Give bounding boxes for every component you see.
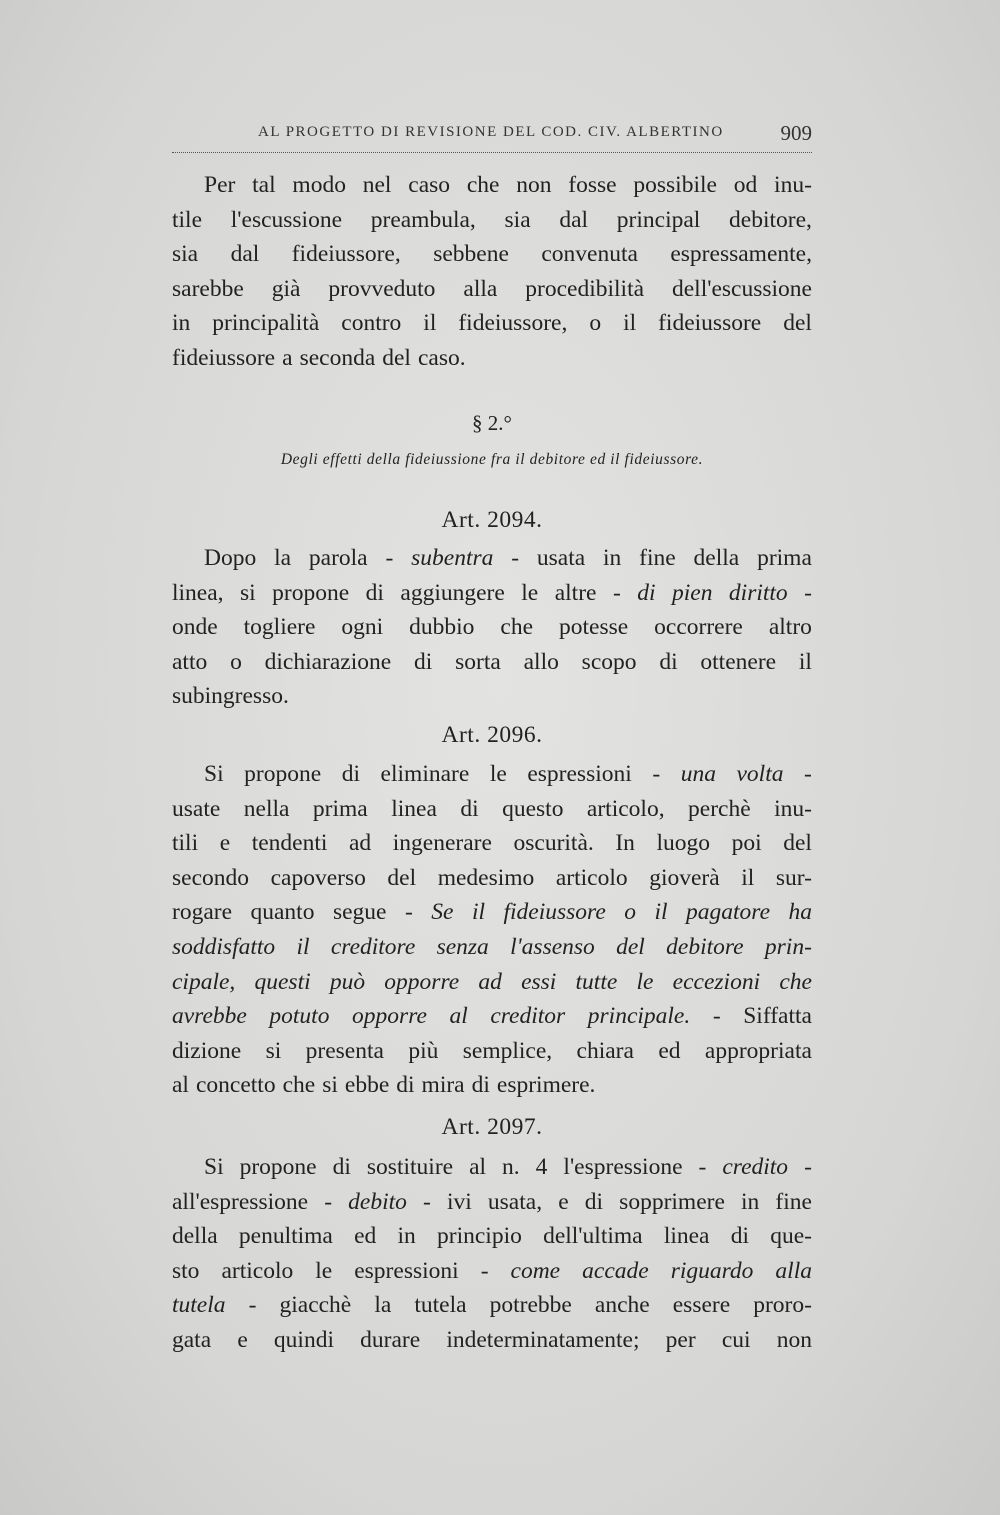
word: ed	[658, 1037, 681, 1064]
word: di	[637, 579, 656, 606]
word: cipale,	[172, 968, 236, 995]
word: quanto	[250, 899, 315, 926]
word: ed	[354, 1223, 377, 1250]
text-line	[172, 679, 812, 714]
word: giacchè	[279, 1292, 352, 1319]
word: il	[296, 933, 310, 960]
word: e	[237, 1326, 248, 1353]
word: dell'ultima	[543, 1223, 643, 1250]
word: nel	[362, 172, 392, 198]
word: od	[733, 172, 758, 198]
word: l'assenso	[510, 933, 595, 960]
word: provveduto	[328, 275, 436, 302]
word: luogo	[656, 830, 711, 857]
word: principal	[616, 206, 701, 233]
word: -	[652, 761, 661, 787]
word: l'escussione	[230, 206, 343, 233]
word: in	[603, 545, 622, 571]
word: seconda	[299, 344, 376, 371]
word: sorta	[455, 648, 501, 675]
word: che	[282, 1072, 316, 1099]
word: fosse	[568, 172, 617, 198]
article-2094-paragraph	[172, 541, 812, 714]
word: usata	[536, 545, 586, 571]
word: ingenerare	[392, 830, 492, 857]
word: occorrere	[654, 614, 743, 641]
intro-paragraph	[172, 168, 812, 376]
word: principalità	[212, 310, 320, 337]
word: espressamente,	[670, 241, 812, 268]
word: procedibilità	[525, 275, 645, 302]
word: al	[449, 1003, 468, 1030]
word: que-	[770, 1223, 812, 1250]
word: fideiussore	[172, 344, 276, 371]
word: dizione	[172, 1037, 242, 1064]
word: di	[414, 648, 433, 675]
text-line	[172, 999, 812, 1034]
word: in	[741, 1188, 760, 1215]
text-line	[172, 168, 812, 203]
word: il	[741, 864, 755, 891]
word: penultima	[238, 1223, 333, 1250]
word: di	[365, 579, 384, 606]
word: -	[324, 1188, 333, 1215]
text-line	[172, 1150, 812, 1185]
word: alla	[775, 1257, 812, 1284]
word: fideiussore,	[458, 310, 568, 337]
word: all'espressione	[172, 1188, 309, 1215]
word: a	[282, 344, 293, 371]
word: sia	[504, 206, 531, 233]
word: articolo	[221, 1257, 294, 1284]
word: tutela	[172, 1292, 226, 1319]
word: In	[615, 830, 635, 857]
text-line	[172, 237, 812, 272]
word: anche	[594, 1292, 650, 1319]
word: al	[469, 1154, 487, 1180]
word: di	[730, 1223, 749, 1250]
word: -	[804, 579, 812, 606]
word: la	[274, 545, 292, 571]
word: si	[322, 1072, 338, 1099]
word: potuto	[269, 1003, 330, 1030]
word: rogare	[172, 899, 233, 926]
word: Si	[204, 1154, 224, 1180]
word: sebbene	[433, 241, 509, 268]
word: ad	[349, 830, 372, 857]
word: del	[387, 864, 417, 891]
word: le	[315, 1257, 333, 1284]
word: preambula,	[370, 206, 476, 233]
word: perchè	[688, 795, 751, 822]
word: Dopo	[204, 545, 257, 571]
section-title: Degli effetti della fideiussione fra il debitore ed il fideiussore.	[280, 451, 704, 468]
word: -	[804, 761, 812, 787]
running-head	[172, 121, 812, 153]
word: che	[779, 968, 812, 995]
word: riguardo	[670, 1257, 754, 1284]
word: del	[783, 310, 812, 337]
word: può	[329, 968, 366, 995]
text-line	[172, 757, 812, 792]
text-line	[172, 541, 812, 576]
word: ad	[478, 968, 502, 995]
word: e	[558, 1188, 569, 1215]
word: concetto	[195, 1072, 276, 1099]
word: prima	[757, 545, 812, 571]
word: della	[172, 1223, 218, 1250]
word: ottenere	[700, 648, 777, 675]
word: chiara	[576, 1037, 634, 1064]
word: sarebbe	[172, 275, 244, 302]
word: n.	[502, 1154, 520, 1180]
text-line	[172, 645, 812, 680]
word: eccezioni	[672, 968, 761, 995]
word: linea,	[172, 579, 224, 606]
word: credito	[722, 1154, 789, 1180]
word: indeterminatamente;	[446, 1326, 640, 1353]
article-2097-paragraph	[172, 1150, 812, 1358]
word: -	[404, 899, 413, 926]
text-line	[172, 1034, 812, 1069]
text-line	[172, 341, 812, 376]
word: di	[584, 1188, 604, 1215]
word: principale.	[587, 1003, 691, 1030]
word: presenta	[305, 1037, 384, 1064]
word: sur-	[775, 864, 812, 891]
word: esprimere.	[496, 1072, 596, 1099]
word: la	[374, 1292, 392, 1319]
article-2096-paragraph	[172, 757, 812, 1103]
word: di	[659, 648, 678, 675]
word: parola	[308, 545, 368, 571]
text-line	[172, 792, 812, 827]
word: -	[385, 545, 394, 571]
text-line	[172, 895, 812, 930]
word: di	[341, 761, 360, 787]
word: medesimo	[437, 864, 535, 891]
word: linea	[663, 1223, 710, 1250]
word: ivi	[446, 1188, 472, 1215]
word: durare	[360, 1326, 421, 1353]
word: -	[248, 1292, 257, 1319]
word: il	[471, 899, 485, 926]
word: come	[510, 1257, 561, 1284]
word: fine	[775, 1188, 812, 1215]
word: il	[798, 648, 812, 675]
word: usate	[172, 795, 221, 822]
word: debitore	[666, 933, 744, 960]
word: mira	[421, 1072, 465, 1099]
article-heading-2097: Art. 2097.	[441, 1114, 543, 1140]
word: al	[172, 1072, 189, 1099]
word: principio	[437, 1223, 522, 1250]
word: o	[624, 899, 636, 926]
word: tutela	[414, 1292, 467, 1319]
text-line	[172, 1185, 812, 1220]
word: in	[397, 1223, 416, 1250]
word: questi	[254, 968, 311, 995]
word: propone	[239, 1154, 317, 1180]
word: usata,	[487, 1188, 543, 1215]
word: fideiussore	[658, 310, 762, 337]
word: atto	[172, 648, 208, 675]
word: subentra	[411, 545, 494, 571]
word: aggiungere	[400, 579, 505, 606]
word: del	[783, 830, 812, 857]
article-heading-2096: Art. 2096.	[441, 722, 543, 748]
word: in	[172, 310, 191, 337]
text-line	[172, 203, 812, 238]
text-line	[172, 272, 812, 307]
word: senza	[436, 933, 489, 960]
word: le	[521, 579, 539, 606]
word: onde	[172, 614, 218, 641]
word: volta	[736, 761, 784, 787]
word: non	[776, 1326, 812, 1353]
word: potesse	[559, 614, 629, 641]
word: contro	[341, 310, 402, 337]
word: creditor	[490, 1003, 566, 1030]
word: caso.	[417, 344, 466, 371]
word: dell'escussione	[671, 275, 812, 302]
word: fine	[639, 545, 676, 571]
word: ha	[788, 899, 812, 926]
word: dal	[230, 241, 260, 268]
word: Siffatta	[743, 1003, 812, 1030]
word: -	[698, 1154, 707, 1180]
word: nella	[243, 795, 290, 822]
word: si	[265, 1037, 282, 1064]
word: di	[396, 1072, 415, 1099]
word: altro	[768, 614, 812, 641]
word: alla	[463, 275, 498, 302]
text-line	[172, 1288, 812, 1323]
word: di	[471, 1072, 490, 1099]
word: capoverso	[270, 864, 366, 891]
word: soddisfatto	[172, 933, 276, 960]
word: si	[240, 579, 256, 606]
text-line	[172, 826, 812, 861]
word: gata	[172, 1326, 212, 1353]
word: della	[693, 545, 740, 571]
word: secondo	[172, 864, 250, 891]
word: una	[680, 761, 716, 787]
word: per	[665, 1326, 696, 1353]
word: -	[804, 1154, 812, 1180]
word: poi	[731, 830, 762, 857]
word: -	[423, 1188, 431, 1215]
text-line	[172, 861, 812, 896]
word: già	[271, 275, 301, 302]
word: togliere	[243, 614, 316, 641]
word: sopprimere	[619, 1188, 725, 1215]
word: tal	[252, 172, 276, 198]
word: di	[332, 1154, 351, 1180]
article-heading-2094: Art. 2094.	[441, 507, 543, 533]
word: ogni	[341, 614, 384, 641]
word: articolo	[555, 864, 628, 891]
word: opporre	[384, 968, 460, 995]
word: creditore	[330, 933, 416, 960]
word: l'espressione	[563, 1154, 683, 1180]
word: potrebbe	[489, 1292, 572, 1319]
word: che	[466, 172, 500, 198]
text-line	[172, 930, 812, 965]
word: questo	[502, 795, 564, 822]
word: Se	[431, 899, 454, 926]
word: essi	[521, 968, 557, 995]
text-line	[172, 610, 812, 645]
word: segue	[332, 899, 387, 926]
word: cui	[721, 1326, 751, 1353]
word: -	[612, 579, 621, 606]
word: tile	[172, 206, 203, 233]
word: tendenti	[251, 830, 328, 857]
word: Si	[204, 761, 224, 787]
word: 4	[535, 1154, 548, 1180]
text-line	[172, 1068, 812, 1103]
word: tili	[172, 830, 199, 857]
word: prima	[312, 795, 368, 822]
word: propone	[272, 579, 350, 606]
word: espressioni	[354, 1257, 459, 1284]
word: e	[219, 830, 231, 857]
page-number: 909	[780, 121, 812, 145]
word: sto	[172, 1257, 200, 1284]
word: le	[636, 968, 654, 995]
section-mark: § 2.°	[472, 411, 512, 435]
word: non	[516, 172, 552, 198]
word: o	[589, 310, 602, 337]
word: articolo,	[586, 795, 665, 822]
word: semplice,	[462, 1037, 553, 1064]
word: inu-	[774, 172, 812, 198]
word: prin-	[764, 933, 812, 960]
word: debitore,	[729, 206, 812, 233]
word: di	[460, 795, 479, 822]
word: caso	[408, 172, 451, 198]
word: avrebbe	[172, 1003, 247, 1030]
word: del	[616, 933, 645, 960]
word: linea	[391, 795, 437, 822]
word: oscurità.	[513, 830, 594, 857]
word: pagatore	[686, 899, 770, 926]
word: che	[500, 614, 534, 641]
word: più	[408, 1037, 439, 1064]
word: propone	[244, 761, 322, 787]
word: opporre	[352, 1003, 427, 1030]
word: -	[480, 1257, 489, 1284]
word: allo	[523, 648, 559, 675]
word: convenuta	[541, 241, 638, 268]
word: essere	[672, 1292, 731, 1319]
word: pien	[671, 579, 713, 606]
running-title: AL PROGETTO DI REVISIONE DEL COD. CIV. ALBERTINO	[258, 124, 724, 140]
word: scopo	[581, 648, 637, 675]
word: ebbe	[344, 1072, 390, 1099]
word: possibile	[633, 172, 717, 198]
word: il	[623, 310, 637, 337]
word: diritto	[728, 579, 788, 606]
word: fideiussore,	[291, 241, 401, 268]
word: proro-	[753, 1292, 812, 1319]
word: altre	[554, 579, 597, 606]
word: il	[423, 310, 437, 337]
word: espressioni	[527, 761, 632, 787]
word: dubbio	[409, 614, 475, 641]
word: gioverà	[649, 864, 720, 891]
word: le	[489, 761, 507, 787]
word: fideiussore	[503, 899, 606, 926]
word: inu-	[774, 795, 812, 822]
word: o	[230, 648, 242, 675]
text-line	[172, 576, 812, 611]
word: appropriata	[704, 1037, 812, 1064]
text-line	[172, 1254, 812, 1289]
word: dichiarazione	[264, 648, 392, 675]
text-line	[172, 1323, 812, 1358]
text-line	[172, 965, 812, 1000]
word: tutte	[575, 968, 618, 995]
word: debito	[348, 1188, 407, 1215]
word: quindi	[273, 1326, 334, 1353]
text-line	[172, 306, 812, 341]
word: sia	[172, 241, 199, 268]
text-line	[172, 1219, 812, 1254]
word: dal	[559, 206, 589, 233]
word: il	[654, 899, 668, 926]
word: sostituire	[366, 1154, 454, 1180]
word: modo	[292, 172, 346, 198]
word: eliminare	[380, 761, 470, 787]
word: del	[382, 344, 411, 371]
word: subingresso.	[172, 683, 289, 710]
word: -	[712, 1003, 721, 1030]
word: Per	[204, 172, 236, 198]
word: accade	[582, 1257, 649, 1284]
word: -	[511, 545, 520, 571]
